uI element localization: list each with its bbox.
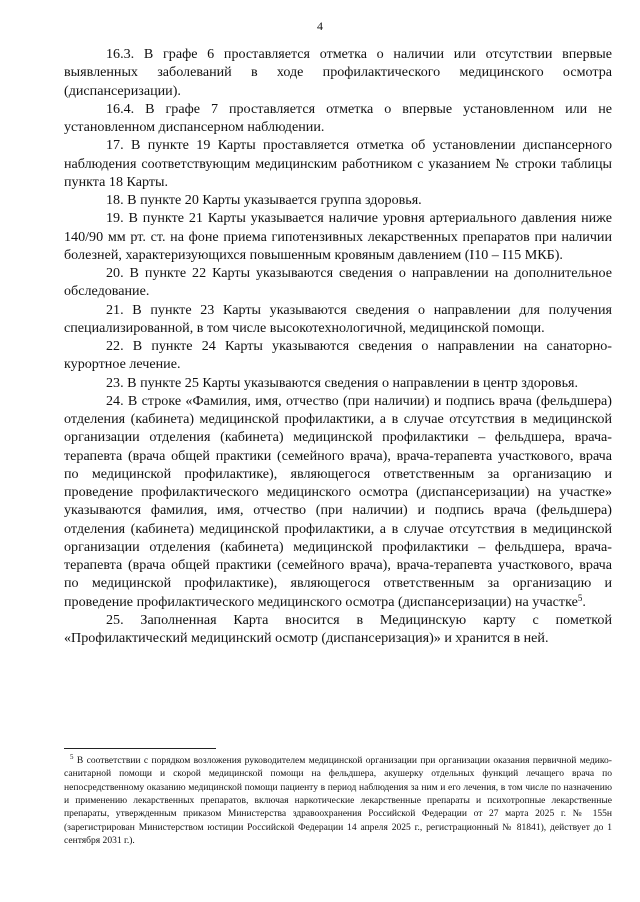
- footnote: [64, 754, 612, 847]
- paragraph-text: 21. В пункте 23 Карты указываются сведения о направлении для получения специализированной, в том числе высокотехнологичной, медицинской помощи.: [64, 301, 612, 336]
- paragraph-text: 20. В пункте 22 Карты указываются сведения о направлении на дополнительное обследование.: [64, 265, 612, 300]
- paragraph-text: 25. Заполненная Карта вносится в Медицинскую карту с пометкой «Профилактический медицинский осмотр (диспансеризация)» и хранится в ней.: [64, 611, 612, 646]
- paragraph-text: 16.3. В графе 6 проставляется отметка о наличии или отсутствии впервые выявленных заболеваний в ходе профилактического медицинского осмотра (диспансеризации).: [64, 46, 612, 99]
- footnote-marker: 5: [70, 753, 74, 761]
- paragraph-text: 23. В пункте 25 Карты указываются сведения о направлении в центр здоровья.: [106, 374, 579, 391]
- document-body: [64, 45, 612, 647]
- paragraph-text: 18. В пункте 20 Карты указывается группа здоровья.: [106, 192, 422, 208]
- paragraph-25: [64, 611, 612, 648]
- paragraph-19: [64, 209, 612, 264]
- footnote-reference: 5: [577, 592, 583, 603]
- paragraph-text: 24. В строке «Фамилия, имя, отчество (при наличии) и подпись врача (фельдшера) отделения (кабинета) медицинской профилактики, а в случае отсутствия в медицинской организации отделения (кабинета) медицинской профилактики – фельдшера, врача-терапевта (врача общей практики (семейного врача), врача-терапевта участкового, врача по медицинской профилактике), являющегося ответственным за организацию и проведение профилактического медицинского осмотра (диспансеризации) на участке» указываются фамилия, имя, отчество (при наличии) и подпись врача (фельдшера) отделения (кабинета) медицинской профилактики, а в случае отсутствия в медицинской организации отделения (кабинета) медицинской профилактики – фельдшера, врача-терапевта (врача общей практики (семейного врача), врача-терапевта участкового, врача по медицинской профилактике), являющегося ответственным за организацию и проведение профилактического медицинского осмотра (диспансеризации) на участке: [64, 392, 612, 610]
- footnote-divider: [64, 748, 216, 749]
- paragraph-text: 17. В пункте 19 Карты проставляется отметка об установлении диспансерного наблюдения соответствующим медицинским работником с указанием № строки таблицы пункта 18 Карты.: [64, 137, 612, 190]
- footnote-text: В соответствии с порядком возложения руководителем медицинской организации при организации оказания первичной медико-санитарной помощи и скорой медицинской помощи на фельдшера, акушерку отдельных функций лечащего врача по непосредственному оказанию медицинской помощи пациенту в период наблюдения за ним и его лечения, в том числе по назначению и применению лекарственных препаратов, включая наркотические лекарственные препараты и психотропные лекарственные препараты, утвержденным приказом Министерства здравоохранения Российской Федерации от 27 марта 2025 г. № 155н (зарегистрирован Министерством юстиции Российской Федерации 14 апреля 2025 г., регистрационный № 81841), действует до 1 сентября 2031 г.).: [64, 755, 612, 847]
- paragraph-16-4: [64, 100, 612, 137]
- paragraph-17: [64, 136, 612, 191]
- paragraph-text: 16.4. В графе 7 проставляется отметка о впервые установленном или не установленном диспансерном наблюдении.: [64, 100, 612, 135]
- paragraph-21: [64, 301, 612, 338]
- paragraph-24: 24. В строке «Фамилия, имя, отчество (при наличии) и подпись врача (фельдшера) отделения (кабинета) медицинской профилактики, а в случае отсутствия в медицинской организации отделения (кабинета) медицинской профилактики – фельдшера, врача-терапевта (врача общей практики (семейного врача), врача-терапевта участкового, врача по медицинской профилактике), являющегося ответственным за организацию и проведение профилактического медицинского осмотра (диспансеризации) на участке» указываются фамилия, имя, отчество (при наличии) и подпись врача (фельдшера) отделения (кабинета) медицинской профилактики, а в случае отсутствия в медицинской организации отделения (кабинета) медицинской профилактики – фельдшера, врача-терапевта (врача общей практики (семейного врача), врача-терапевта участкового, врача по медицинской профилактике), являющегося ответственным за организацию и проведение профилактического медицинского осмотра (диспансеризации) на участке$^5$.: [64, 392, 612, 610]
- page-number: 4: [317, 19, 323, 33]
- paragraph-18: [64, 191, 612, 209]
- paragraph-text: 22. В пункте 24 Карты указываются сведения о направлении на санаторно-курортное лечение.: [64, 338, 612, 373]
- paragraph-text: 19. В пункте 21 Карты указывается наличие уровня артериального давления ниже 140/90 мм рт. ст. на фоне приема гипотензивных лекарственных препаратов при наличии болезней, характеризующихся повышенным кровяным давлением (I10 – I15 МКБ).: [64, 210, 612, 263]
- paragraph-23: [64, 374, 612, 392]
- paragraph-20: [64, 264, 612, 301]
- paragraph-16-3: [64, 45, 612, 100]
- paragraph-22: [64, 337, 612, 374]
